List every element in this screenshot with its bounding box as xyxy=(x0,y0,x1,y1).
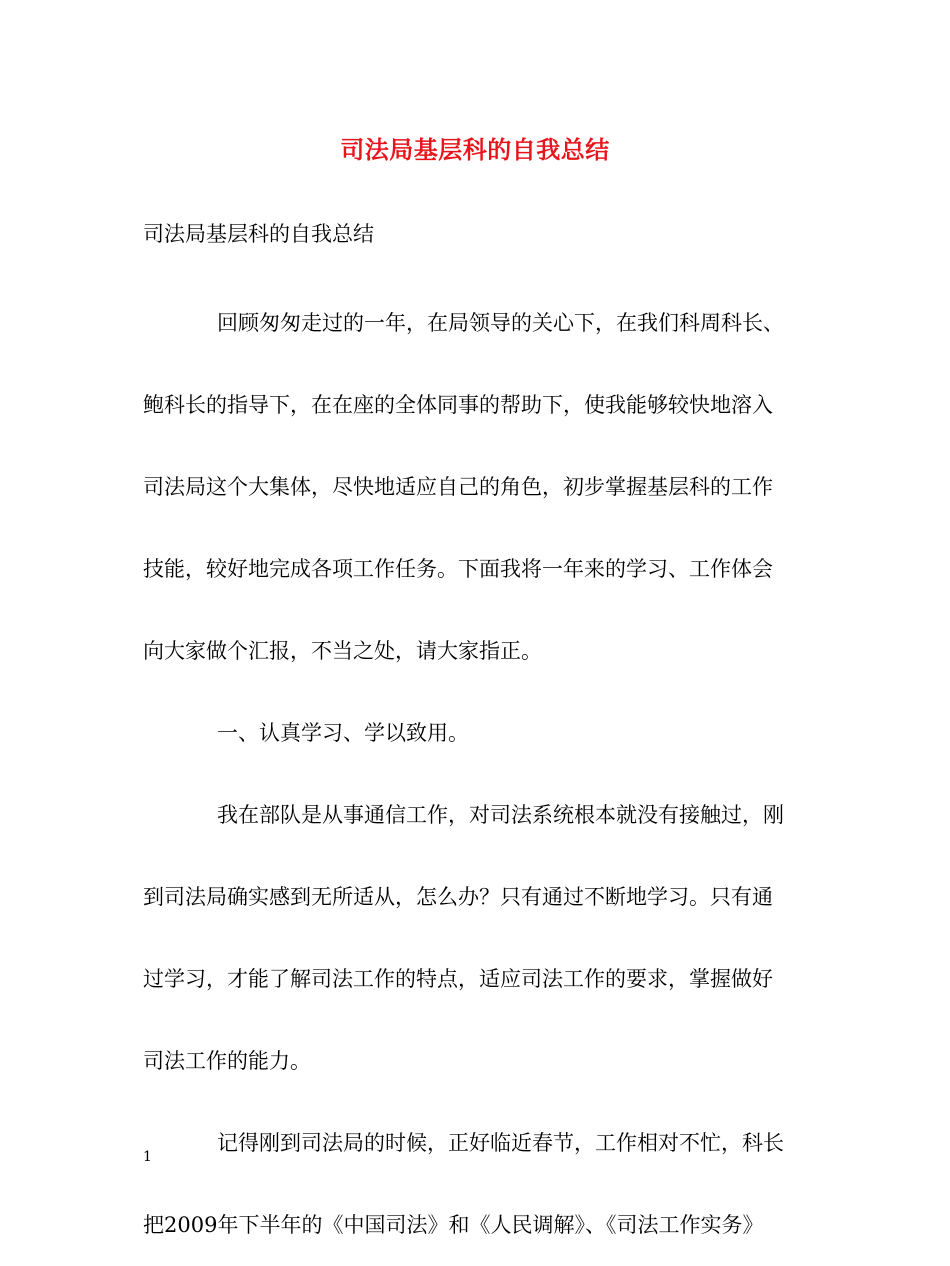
page-number: 1 xyxy=(143,1149,152,1165)
body-line: 我在部队是从事通信工作，对司法系统根本就没有接触过，刚 xyxy=(217,803,784,827)
body-line: 鲍科长的指导下，在在座的全体同事的帮助下，使我能够较快地溶入 xyxy=(143,393,773,417)
section-heading: 一、认真学习、学以致用。 xyxy=(217,721,469,745)
body-line: 回顾匆匆走过的一年，在局领导的关心下，在我们科周科长、 xyxy=(217,311,784,335)
document-body xyxy=(143,282,809,1266)
body-line: 司法工作的能力。 xyxy=(143,1049,311,1073)
body-line: 把2009年下半年的《中国司法》和《人民调解》、《司法工作实务》 xyxy=(143,1213,764,1237)
body-line: 向大家做个汇报，不当之处，请大家指正。 xyxy=(143,639,542,663)
document-title: 司法局基层科的自我总结 xyxy=(340,135,610,164)
body-line: 到司法局确实感到无所适从，怎么办？只有通过不断地学习。只有通 xyxy=(143,885,773,909)
body-line: 记得刚到司法局的时候，正好临近春节，工作相对不忙，科长 xyxy=(217,1131,784,1155)
document-subtitle: 司法局基层科的自我总结 xyxy=(143,222,374,246)
body-line: 过学习，才能了解司法工作的特点，适应司法工作的要求，掌握做好 xyxy=(143,967,773,991)
body-line: 司法局这个大集体，尽快地适应自己的角色，初步掌握基层科的工作 xyxy=(143,475,773,499)
body-line: 技能，较好地完成各项工作任务。下面我将一年来的学习、工作体会 xyxy=(143,557,773,581)
